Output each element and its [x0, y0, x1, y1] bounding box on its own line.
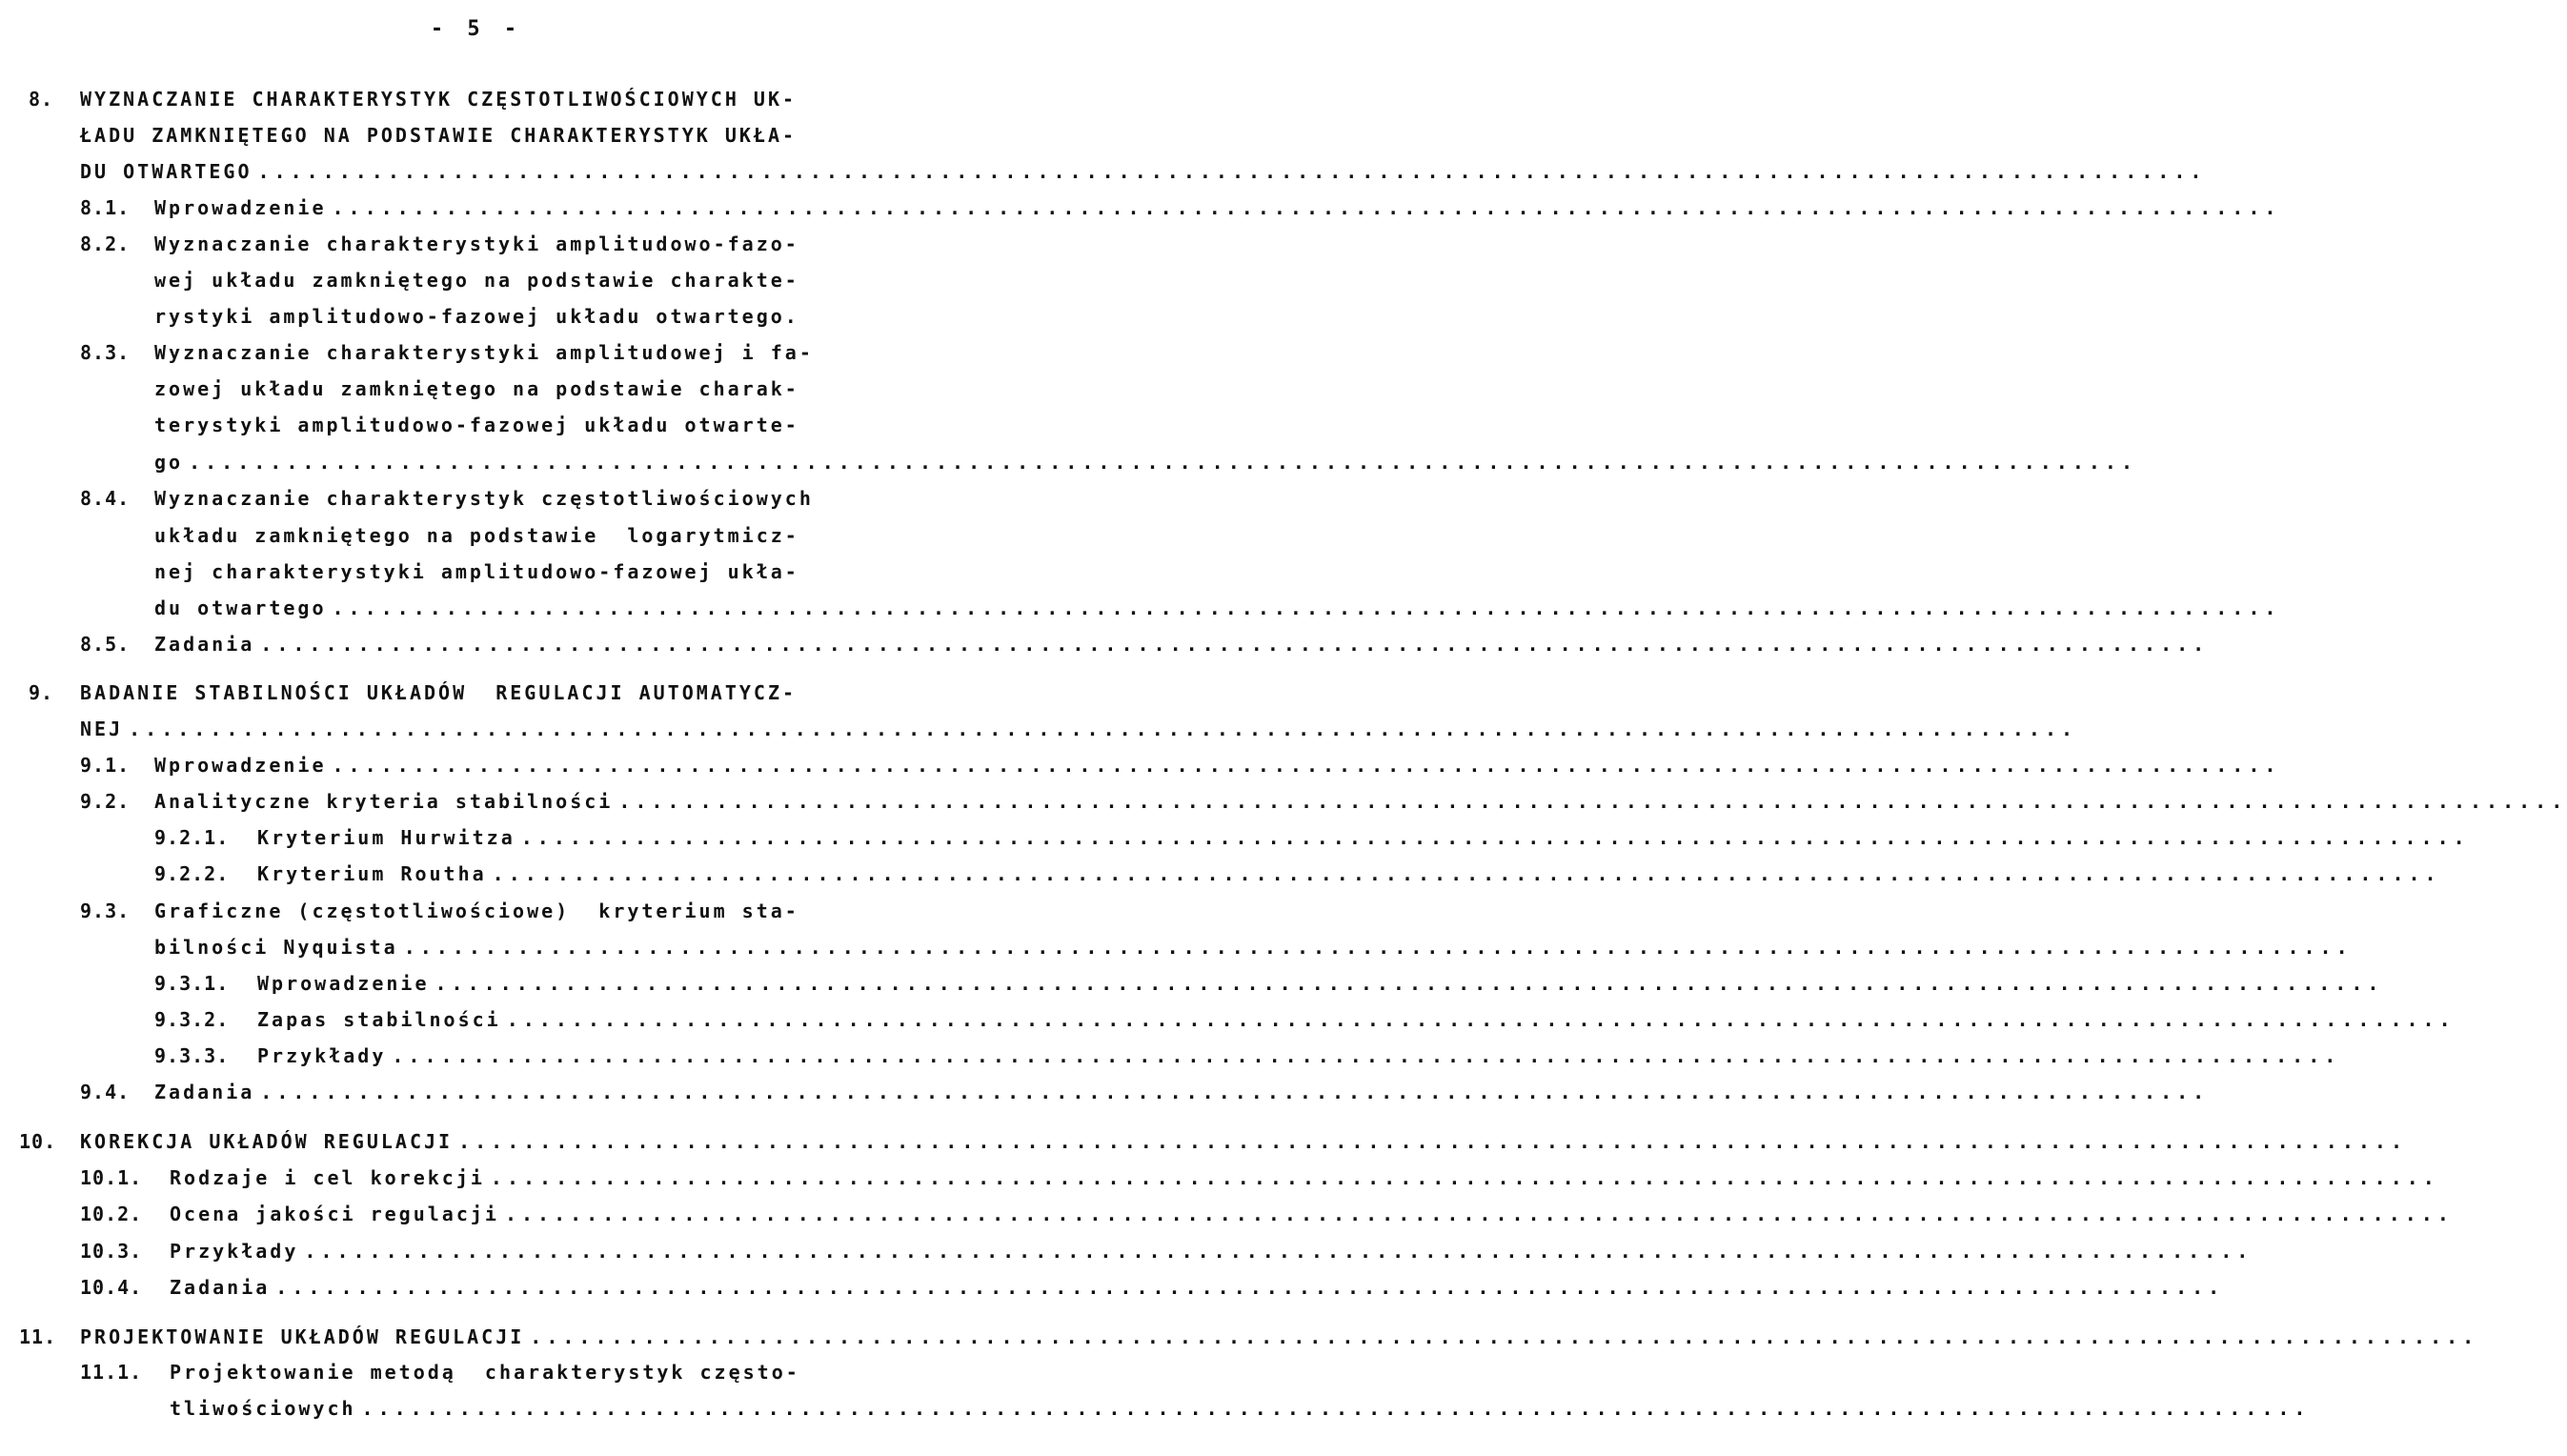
dot-leader: ........................................................................................................................	[257, 160, 2207, 183]
toc-entry-title-line	[154, 190, 2281, 226]
toc-entry-title-line: nej charakterystyki amplitudowo-fazowej ukła-	[154, 560, 799, 583]
toc-entry-title-line: Graficzne (częstotliwościowe) kryterium sta-	[154, 900, 799, 922]
toc-entry-number: 9.2.1.	[154, 826, 230, 849]
toc-entry-title-text: Zapas stabilności	[257, 1008, 501, 1031]
toc-entry-number: 11.1.	[80, 1361, 143, 1384]
dot-leader: ........................................................................................................................	[361, 1397, 2311, 1420]
toc-entry-title-text: PROJEKTOWANIE UKŁADÓW REGULACJI	[80, 1325, 525, 1348]
dot-leader: ........................................................................................................................	[490, 1166, 2439, 1189]
toc-entry-title-line	[80, 153, 2207, 190]
dot-leader: ........................................................................................................................	[435, 972, 2384, 995]
toc-entry-title-text: NEJ	[80, 718, 124, 740]
toc-entry-number: 10.2.	[80, 1203, 143, 1225]
toc-entry-title-text: Wprowadzenie	[257, 972, 430, 995]
toc-entry-title-line	[170, 1196, 2454, 1232]
toc-entry-number: 8.1.	[80, 196, 131, 219]
dot-leader: ........................................................................................................................	[332, 597, 2281, 619]
toc-entry-number: 8.2.	[80, 233, 131, 255]
dot-leader: ........................................................................................................................	[618, 790, 2567, 813]
toc-entry-title-text: Kryterium Hurwitza	[257, 826, 515, 849]
toc-entry-title-line	[154, 1074, 2210, 1110]
dot-leader: ........................................................................................................................	[129, 718, 2078, 740]
toc-entry-title-text: Wprowadzenie	[154, 196, 327, 219]
dot-leader: ........................................................................................................................	[260, 633, 2210, 656]
toc-entry-number: 9.3.	[80, 900, 131, 922]
toc-entry-number: 9.	[29, 681, 54, 704]
toc-entry-title-text: bilności Nyquista	[154, 936, 398, 959]
toc-entry-title-text: Przykłady	[257, 1044, 387, 1067]
toc-entry-number: 10.	[19, 1130, 57, 1153]
dot-leader: ........................................................................................................................	[304, 1240, 2254, 1263]
toc-entry-number: 8.4.	[80, 487, 131, 510]
toc-entry-title-line	[80, 1319, 2479, 1355]
toc-entry-title-text: du otwartego	[154, 597, 327, 619]
toc-entry-title-line	[170, 1233, 2254, 1269]
dot-leader: ........................................................................................................................	[492, 862, 2441, 885]
toc-entry-title-line: terystyki amplitudowo-fazowej układu otwarte-	[154, 414, 799, 436]
dot-leader: ........................................................................................................................	[189, 451, 2138, 474]
toc-entry-title-line: WYZNACZANIE CHARAKTERYSTYK CZĘSTOTLIWOŚCIOWYCH UK-	[80, 88, 798, 111]
toc-entry-title-line: Wyznaczanie charakterystyki amplitudowej i fa-	[154, 341, 814, 364]
toc-entry-title-text: Wprowadzenie	[154, 754, 327, 777]
toc-entry-title-text: tliwościowych	[170, 1397, 356, 1420]
dot-leader: ........................................................................................................................	[332, 754, 2281, 777]
toc-entry-title-line: Wyznaczanie charakterystyki amplitudowo-fazo-	[154, 233, 799, 255]
toc-entry-title-line	[170, 1160, 2439, 1196]
dot-leader: ........................................................................................................................	[332, 196, 2281, 219]
toc-entry-title-line	[257, 965, 2384, 1001]
toc-entry-title-line	[257, 819, 2470, 856]
toc-entry-number: 9.3.3.	[154, 1044, 230, 1067]
toc-entry-title-line	[154, 929, 2353, 965]
toc-entry-title-line	[170, 1390, 2311, 1426]
toc-entry-number: 10.4.	[80, 1276, 143, 1299]
toc-entry-title-line: Projektowanie metodą charakterystyk często-	[170, 1361, 800, 1384]
toc-entry-title-line	[170, 1269, 2225, 1305]
dot-leader: ........................................................................................................................	[520, 826, 2470, 849]
toc-entry-title-line	[257, 1038, 2341, 1074]
dot-leader: ........................................................................................................................	[275, 1276, 2225, 1299]
dot-leader: ........................................................................................................................	[504, 1203, 2454, 1225]
toc-entry-title-text: Ocena jakości regulacji	[170, 1203, 499, 1225]
toc-entry-title-line: wej układu zamkniętego na podstawie charakte-	[154, 269, 799, 292]
toc-entry-number: 11.	[19, 1325, 57, 1348]
toc-entry-number: 9.3.2.	[154, 1008, 230, 1031]
toc-entry-title-line: zowej układu zamkniętego na podstawie charak-	[154, 377, 799, 400]
dot-leader: ........................................................................................................................	[392, 1044, 2341, 1067]
toc-entry-title-line	[154, 298, 839, 334]
dot-leader: ........................................................................................................................	[403, 936, 2353, 959]
toc-entry-number: 10.1.	[80, 1166, 143, 1189]
toc-entry-title-text: Przykłady	[170, 1240, 299, 1263]
toc-entry-title-text: Zadania	[170, 1276, 271, 1299]
toc-entry-title-line	[80, 1123, 2407, 1160]
toc-entry-title-text: Kryterium Routha	[257, 862, 487, 885]
toc-entry-title-text: Zadania	[154, 1081, 255, 1103]
toc-entry-title-text: rystyki amplitudowo-fazowej układu otwartego.	[154, 305, 799, 328]
toc-entry-title-line	[80, 711, 2078, 747]
toc-entry-title-line	[154, 626, 2210, 662]
toc-entry-number: 9.1.	[80, 754, 131, 777]
toc-entry-title-text: Rodzaje i cel korekcji	[170, 1166, 485, 1189]
dot-leader: ........................................................................................................................	[260, 1081, 2210, 1103]
toc-entry-title-line	[154, 444, 2138, 480]
toc-entry-title-line	[154, 747, 2281, 783]
toc-entry-title-line: układu zamkniętego na podstawie logarytmicz-	[154, 524, 799, 547]
dot-leader: ........................................................................................................................	[458, 1130, 2407, 1153]
toc-entry-number: 9.4.	[80, 1081, 131, 1103]
toc-entry-title-text: go	[154, 451, 184, 474]
dot-leader: ........................................................................................................................	[530, 1325, 2479, 1348]
page-number: - 5 -	[430, 17, 523, 41]
toc-entry-number: 8.	[29, 88, 54, 111]
toc-entry-title-text: Zadania	[154, 633, 255, 656]
dot-leader: ........................................................................................................................	[506, 1008, 2456, 1031]
toc-entry-title-line	[154, 783, 2567, 819]
toc-entry-title-line: Wyznaczanie charakterystyk częstotliwościowych	[154, 487, 814, 510]
toc-entry-title-line	[257, 1001, 2456, 1038]
toc-entry-number: 9.2.	[80, 790, 131, 813]
toc-entry-number: 9.2.2.	[154, 862, 230, 885]
toc-entry-number: 8.5.	[80, 633, 131, 656]
toc-entry-title-text: DU OTWARTEGO	[80, 160, 253, 183]
toc-entry-number: 9.3.1.	[154, 972, 230, 995]
toc-entry-title-line	[154, 590, 2281, 626]
toc-entry-title-text: Analityczne kryteria stabilności	[154, 790, 614, 813]
toc-entry-title-line: ŁADU ZAMKNIĘTEGO NA PODSTAWIE CHARAKTERYSTYK UKŁA-	[80, 124, 798, 147]
toc-entry-number: 10.3.	[80, 1240, 143, 1263]
toc-entry-title-line: BADANIE STABILNOŚCI UKŁADÓW REGULACJI AUTOMATYCZ-	[80, 681, 798, 704]
toc-entry-number: 8.3.	[80, 341, 131, 364]
toc-entry-title-line	[257, 856, 2441, 892]
toc-entry-title-text: KOREKCJA UKŁADÓW REGULACJI	[80, 1130, 454, 1153]
